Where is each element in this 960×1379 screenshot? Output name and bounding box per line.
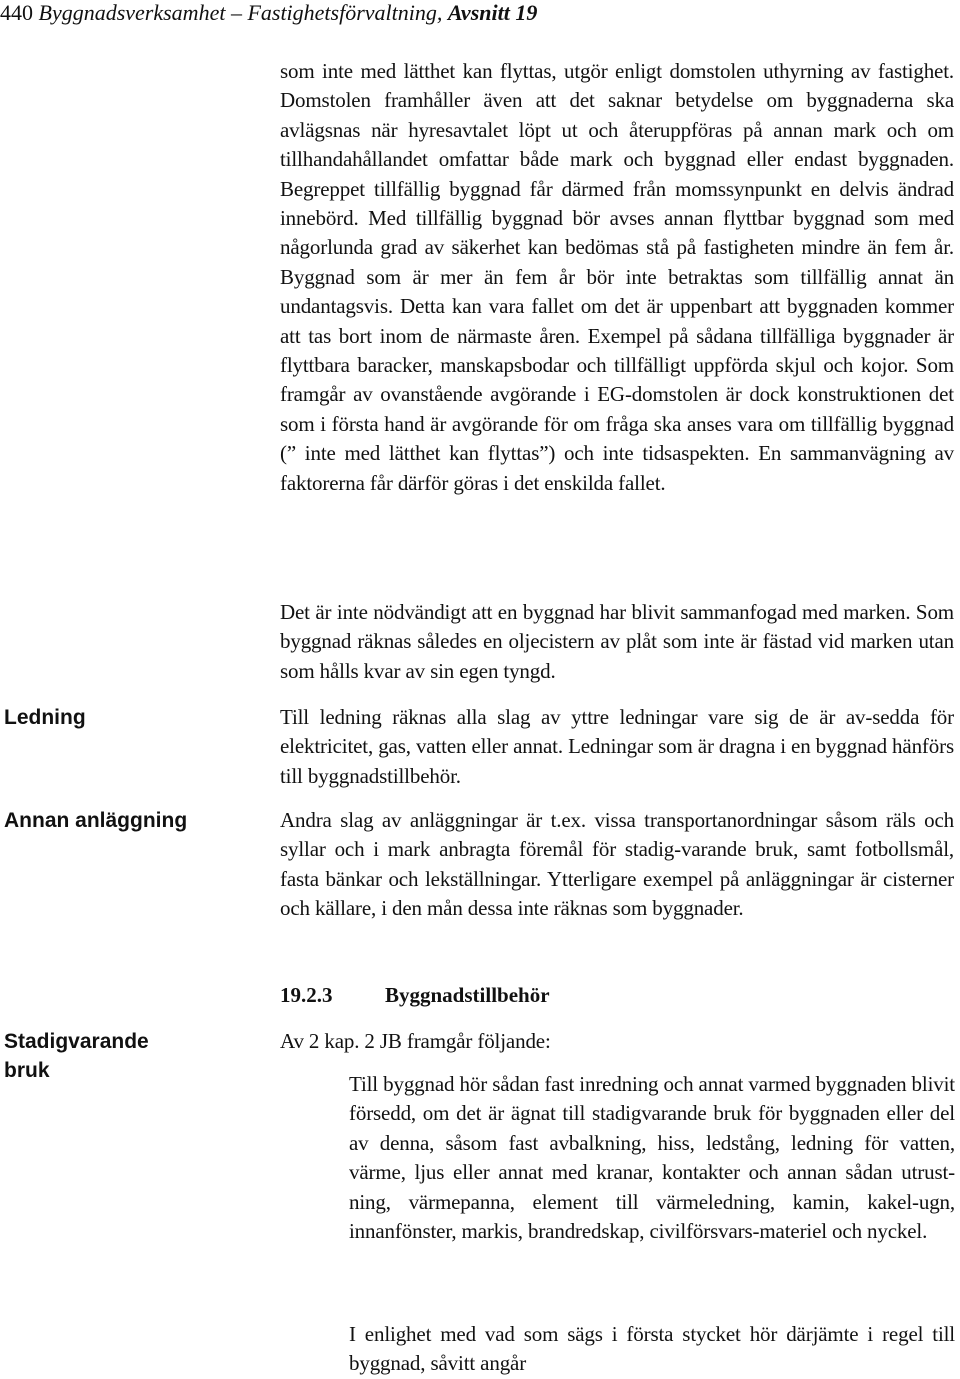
margin-note-stadigvarande-bruk: Stadigvarande bruk (4, 1030, 149, 1082)
section-heading (280, 983, 550, 1008)
section-number: 19.2.3 (280, 983, 333, 1007)
body-paragraph-ledning: Till ledning räknas alla slag av yttre ledningar vare sig de är av-sedda för elektricitet, gas, vatten eller annat. Ledningar som är dragna i en byggnad hänförs till byggnadstillbehör. (280, 705, 954, 788)
header-section: Avsnitt 19 (447, 0, 538, 25)
running-header (0, 0, 537, 26)
margin-note-ledning: Ledning (4, 706, 86, 729)
margin-note-annan-anlaggning: Annan anläggning (4, 809, 188, 832)
quote-paragraph-1: Till byggnad hör sådan fast inredning och annat varmed byggnaden blivit försedd, om det är ägnat till stadigvarande bruk för byggnaden eller del av denna, såsom fast avbalkning, hiss, ledstång, ledning för vatten, värme, ljus eller annat med kranar, kontakter och annan sådan utrust-ning, värmepanna, element till värmeledning, kamin, kakel-ugn, innanfönster, markis, brandredskap, civilförsvars-materiel och nyckel. (349, 1072, 955, 1244)
header-title: Byggnadsverksamhet – Fastighetsförvaltning, (38, 0, 443, 25)
body-paragraph-jb: Av 2 kap. 2 JB framgår följande: (280, 1029, 551, 1053)
page-number: 440 (0, 0, 33, 25)
quote-paragraph-2: I enlighet med vad som sägs i första stycket hör därjämte i regel till byggnad, såvitt angår (349, 1322, 955, 1376)
body-paragraph-1: som inte med lätthet kan flyttas, utgör enligt domstolen uthyrning av fastighet. Domstolen framhåller även att det saknar betydelse om byggnaderna ska avlägsnas när hyresavtalet löpt ut och återuppföras på annan mark och om tillhandahållandet omfattar både mark och byggnad eller endast byggnaden. Begreppet tillfällig byggnad får därmed från momssynpunkt en delvis ändrad innebörd. Med tillfällig byggnad bör avses annan flyttbar byggnad som med någorlunda grad av säkerhet kan bedömas stå på fastigheten mindre än fem år. Byggnad som är mer än fem år bör inte betraktas som tillfällig annat än undantagsvis. Detta kan vara fallet om det är uppenbart att byggnaden kommer att tas bort inom de närmaste åren. Exempel på sådana tillfälliga byggnader är flyttbara baracker, manskapsbodar och tillfälligt uppförda skjul och kojor. Som framgår av ovanstående avgörande i EG-domstolen är dock konstruktionen det som i första hand är avgörande för om fråga ska anses vara om tillfällig byggnad (” inte med lätthet kan flyttas”) och inte tidsaspekten. En sammanvägning av faktorerna får därför göras i det enskilda fallet. (280, 59, 954, 495)
section-title: Byggnadstillbehör (385, 983, 550, 1007)
body-paragraph-annan-anlaggning: Andra slag av anläggningar är t.ex. vissa transportanordningar såsom räls och syllar och i mark anbragta föremål för stadig-varande bruk, samt fotbollsmål, fasta bänkar och lekställningar. Ytterligare exempel på anläggningar är cisterner och källare, i den mån dessa inte räknas som byggnader. (280, 808, 954, 921)
body-paragraph-2: Det är inte nödvändigt att en byggnad har blivit sammanfogad med marken. Som byggnad räknas således en oljecistern av plåt som inte är fästad vid marken utan som hålls kvar av sin egen tyngd. (280, 600, 954, 683)
